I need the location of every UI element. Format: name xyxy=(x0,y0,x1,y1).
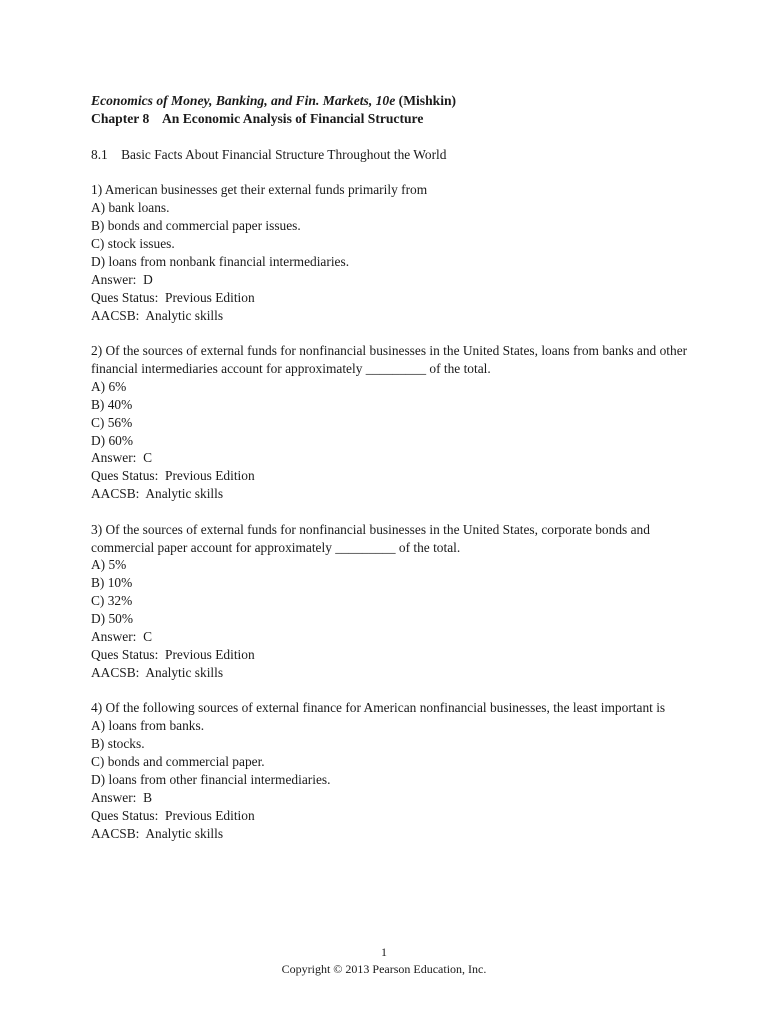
answer: Answer: C xyxy=(91,629,152,645)
question-stem: 3) Of the sources of external funds for nonfinancial businesses in the United States, corporate bonds and commercial paper account for approximately _________ of the total. xyxy=(91,521,654,555)
question-status: Ques Status: Previous Edition xyxy=(91,468,255,484)
option-b: B) bonds and commercial paper issues. xyxy=(91,218,301,234)
option-c: C) 56% xyxy=(91,414,133,430)
option-b: B) 40% xyxy=(91,396,133,412)
option-a: A) 6% xyxy=(91,378,127,394)
question-status: Ques Status: Previous Edition xyxy=(91,289,255,305)
question-stem: 2) Of the sources of external funds for nonfinancial businesses in the United States, loans from banks and other financial intermediaries account for approximately _________ of the total. xyxy=(91,342,691,376)
aacsb: AACSB: Analytic skills xyxy=(91,307,224,323)
section-number: 8.1 xyxy=(91,146,108,162)
option-d: D) loans from other financial intermediaries. xyxy=(91,771,331,787)
book-title: Economics of Money, Banking, and Fin. Markets, 10e xyxy=(91,93,396,108)
option-d: D) 50% xyxy=(91,611,134,627)
chapter-heading xyxy=(91,110,691,128)
question-1 xyxy=(91,181,691,324)
option-a: A) loans from banks. xyxy=(91,718,205,734)
question-2 xyxy=(91,342,691,503)
section-title: Basic Facts About Financial Structure Throughout the World xyxy=(121,146,447,162)
option-c: C) 32% xyxy=(91,593,133,609)
question-stem: 4) Of the following sources of external finance for American nonfinancial businesses, the least important is xyxy=(91,700,666,716)
question-3 xyxy=(91,521,691,682)
author: (Mishkin) xyxy=(398,93,457,108)
chapter-title: An Economic Analysis of Financial Structure xyxy=(161,110,424,126)
answer: Answer: C xyxy=(91,450,152,466)
option-a: A) bank loans. xyxy=(91,200,170,216)
question-4 xyxy=(91,699,691,842)
page-footer xyxy=(0,944,768,977)
option-d: D) loans from nonbank financial intermediaries. xyxy=(91,253,350,269)
option-b: B) stocks. xyxy=(91,736,145,752)
page-number: 1 xyxy=(381,945,387,959)
option-a: A) 5% xyxy=(91,557,127,573)
option-b: B) 10% xyxy=(91,575,133,591)
book-title-line xyxy=(91,92,691,110)
question-stem: 1) American businesses get their external funds primarily from xyxy=(91,182,428,198)
option-c: C) stock issues. xyxy=(91,235,175,251)
question-status: Ques Status: Previous Edition xyxy=(91,807,255,823)
document-page xyxy=(91,92,691,843)
option-d: D) 60% xyxy=(91,432,134,448)
answer: Answer: D xyxy=(91,271,153,287)
option-c: C) bonds and commercial paper. xyxy=(91,754,265,769)
copyright: Copyright © 2013 Pearson Education, Inc. xyxy=(281,961,487,976)
answer: Answer: B xyxy=(91,789,152,805)
aacsb: AACSB: Analytic skills xyxy=(91,664,224,680)
aacsb: AACSB: Analytic skills xyxy=(91,486,224,502)
question-status: Ques Status: Previous Edition xyxy=(91,646,255,662)
aacsb: AACSB: Analytic skills xyxy=(91,825,224,841)
chapter-label: Chapter 8 xyxy=(91,110,150,126)
section-heading xyxy=(91,146,691,164)
